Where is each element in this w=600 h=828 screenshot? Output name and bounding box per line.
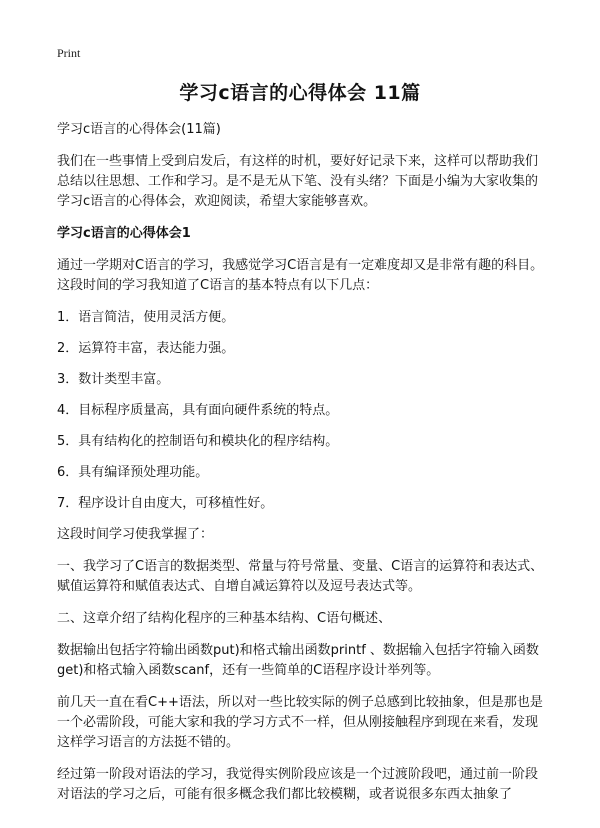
feature-item-1: 1．语言简洁，使用灵活方便。 <box>57 310 235 325</box>
feature-item-2: 2．运算符丰富，表达能力强。 <box>57 341 235 356</box>
io-paragraph: 数据输出包括字符输出函数put)和格式输出函数printf 、数据输入包括字符输入函数get)和格式输入函数scanf，还有一些简单的C语程序设计举列等。 <box>57 643 539 678</box>
document-body <box>57 120 548 817</box>
document-subtitle: 学习c语言的心得体会(11篇) <box>57 122 221 137</box>
section1-paragraph: 通过一学期对C语言的学习，我感觉学习C语言是有一定难度却又是非常有趣的科目。这段时间的学习我知道了C语言的基本特点有以下几点： <box>57 258 544 293</box>
cpp-paragraph: 前几天一直在看C++语法，所以对一些比较实际的例子总感到比较抽象，但是那也是一个必需阶段，可能大家和我的学习方式不一样，但从刚接触程序到现在来看，发现这样学习语言的方法挺不错的。 <box>57 695 543 750</box>
section-heading-1: 学习c语言的心得体会1 <box>57 226 191 241</box>
feature-item-5: 5．具有结构化的控制语句和模块化的程序结构。 <box>57 434 339 449</box>
paragraph-two: 二、这章介绍了结构化程序的三种基本结构、C语句概述、 <box>57 611 392 626</box>
document-title: 学习c语言的心得体会 11篇 <box>179 82 421 104</box>
feature-item-3: 3．数计类型丰富。 <box>57 372 170 387</box>
print-label: Print <box>57 46 81 60</box>
paragraph-one: 一、我学习了C语言的数据类型、常量与符号常量、变量、C语言的运算符和表达式、赋值运算符和赋值表达式、自增自减运算符以及逗号表达式等。 <box>57 559 544 594</box>
intro-paragraph: 我们在一些事情上受到启发后，有这样的时机，要好好记录下来，这样可以帮助我们总结以往思想、工作和学习。是不是无从下笔、没有头绪？下面是小编为大家收集的学习c语言的心得体会，欢迎阅读，希望大家能够喜欢。 <box>57 154 539 209</box>
feature-item-7: 7．程序设计自由度大，可移植性好。 <box>57 496 274 511</box>
learned-paragraph: 这段时间学习使我掌握了： <box>57 527 214 542</box>
stage-paragraph: 经过第一阶段对语法的学习，我觉得实例阶段应该是一个过渡阶段吧，通过前一阶段对语法的学习之后，可能有很多概念我们都比较模糊，或者说很多东西太抽象了 <box>57 767 539 802</box>
feature-item-4: 4．目标程序质量高，具有面向硬件系统的特点。 <box>57 403 339 418</box>
feature-item-6: 6．具有编译预处理功能。 <box>57 465 209 480</box>
